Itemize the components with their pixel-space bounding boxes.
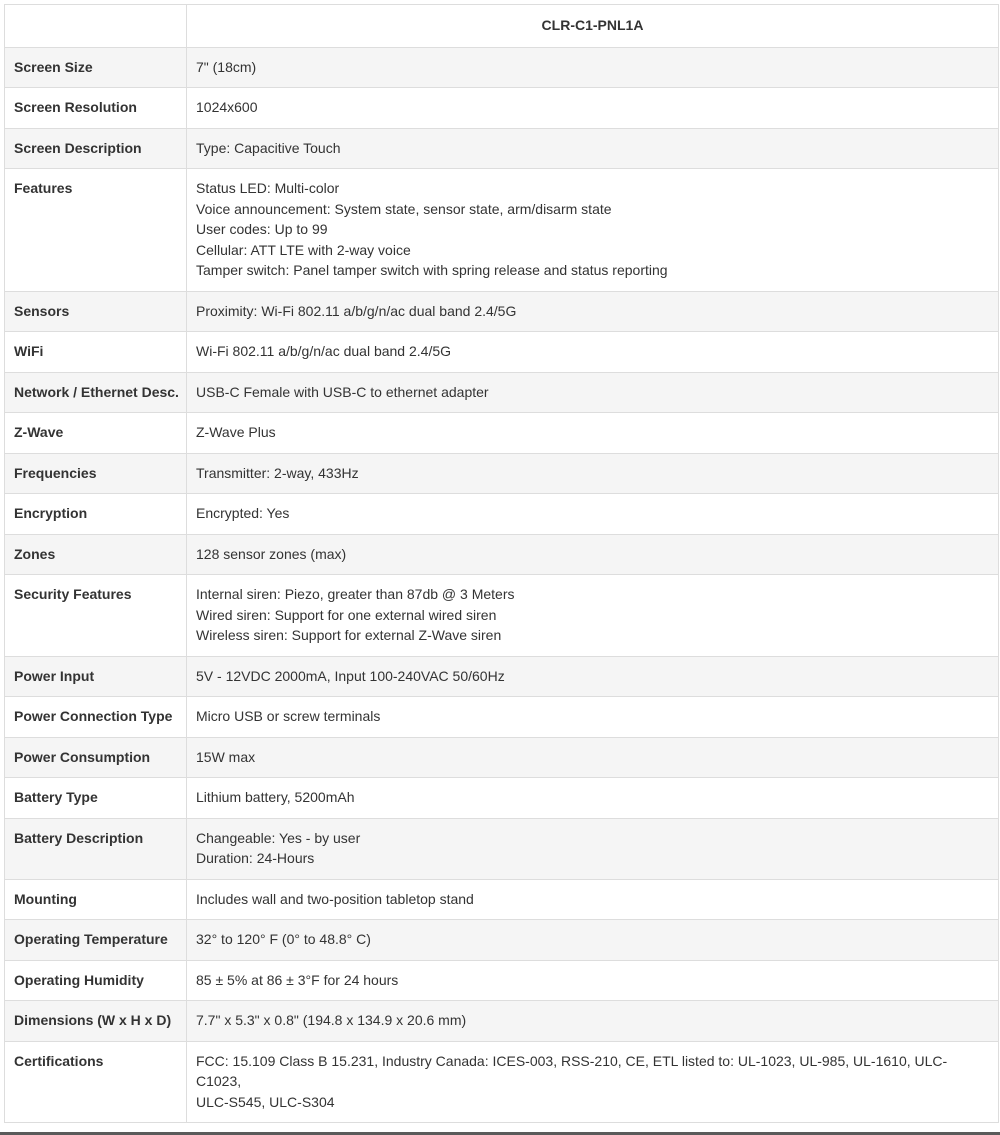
spec-table-body — [5, 47, 999, 1123]
spec-label: Operating Temperature — [5, 920, 187, 961]
spec-value-line: Encrypted: Yes — [196, 505, 290, 521]
table-row — [5, 291, 999, 332]
spec-value-line: Includes wall and two-position tabletop stand — [196, 890, 474, 907]
spec-label: Screen Resolution — [5, 88, 187, 129]
spec-value-line: Micro USB or screw terminals — [196, 708, 381, 724]
spec-label: Screen Description — [5, 128, 187, 169]
spec-label: Security Features — [5, 575, 187, 657]
spec-label: Frequencies — [5, 453, 187, 494]
spec-value-line: 1024x600 — [196, 99, 258, 115]
spec-value-line: Voice announcement: System state, sensor state, arm/disarm state — [196, 200, 612, 217]
spec-value-line: 15W max — [196, 748, 256, 765]
spec-value — [187, 697, 999, 738]
table-row — [5, 88, 999, 129]
spec-value — [187, 879, 999, 920]
table-row — [5, 1041, 999, 1123]
table-row — [5, 960, 999, 1001]
table-row — [5, 534, 999, 575]
spec-label: Battery Description — [5, 818, 187, 879]
spec-value-line: Type: Capacitive Touch — [196, 139, 341, 156]
spec-value — [187, 291, 999, 332]
spec-label: Power Input — [5, 656, 187, 697]
spec-value — [187, 656, 999, 697]
spec-value — [187, 88, 999, 129]
table-row — [5, 737, 999, 778]
header-corner-cell — [5, 5, 187, 48]
spec-value-line: 7.7" x 5.3" x 0.8" (194.8 x 134.9 x 20.6 mm) — [196, 1012, 467, 1028]
spec-value — [187, 169, 999, 292]
spec-value-line: Changeable: Yes - by user — [196, 829, 361, 846]
spec-label: Features — [5, 169, 187, 292]
spec-value-line: Tamper switch: Panel tamper switch with spring release and status reporting — [196, 262, 668, 278]
spec-value — [187, 818, 999, 879]
spec-value — [187, 778, 999, 819]
spec-label: Power Connection Type — [5, 697, 187, 738]
spec-label: Power Consumption — [5, 737, 187, 778]
spec-value — [187, 920, 999, 961]
spec-value — [187, 737, 999, 778]
spec-value — [187, 372, 999, 413]
spec-value-line: Status LED: Multi-color — [196, 180, 340, 196]
table-row — [5, 169, 999, 292]
spec-value-line: Cellular: ATT LTE with 2-way voice — [196, 241, 411, 258]
spec-value-line: 5V - 12VDC 2000mA, Input 100-240VAC 50/60Hz — [196, 667, 505, 684]
spec-value-line: Proximity: Wi-Fi 802.11 a/b/g/n/ac dual band 2.4/5G — [196, 302, 517, 319]
spec-value-line: ULC-S545, ULC-S304 — [196, 1093, 335, 1110]
table-row — [5, 332, 999, 373]
spec-value — [187, 128, 999, 169]
model-header: CLR-C1-PNL1A — [187, 5, 999, 48]
spec-value-line: 128 sensor zones (max) — [196, 545, 347, 562]
table-row — [5, 920, 999, 961]
spec-label: Zones — [5, 534, 187, 575]
spec-value-line: Z-Wave Plus — [196, 424, 276, 440]
spec-label: Screen Size — [5, 47, 187, 88]
spec-label: Mounting — [5, 879, 187, 920]
spec-label: Certifications — [5, 1041, 187, 1123]
table-row — [5, 1001, 999, 1042]
spec-value-line: 85 ± 5% at 86 ± 3°F for 24 hours — [196, 971, 399, 988]
spec-value — [187, 575, 999, 657]
table-row — [5, 372, 999, 413]
spec-table — [4, 4, 999, 1123]
spec-value — [187, 413, 999, 454]
spec-value-line: Lithium battery, 5200mAh — [196, 789, 355, 805]
spec-value-line: Wireless siren: Support for external Z-Wave siren — [196, 627, 502, 643]
table-row — [5, 413, 999, 454]
spec-label: Dimensions (W x H x D) — [5, 1001, 187, 1042]
spec-label: Operating Humidity — [5, 960, 187, 1001]
spec-value-line: Wired siren: Support for one external wired siren — [196, 606, 497, 623]
spec-value-line: USB-C Female with USB-C to ethernet adapter — [196, 383, 489, 400]
spec-value-line: Wi-Fi 802.11 a/b/g/n/ac dual band 2.4/5G — [196, 343, 452, 359]
spec-value — [187, 453, 999, 494]
spec-value — [187, 332, 999, 373]
table-row — [5, 879, 999, 920]
spec-label: Z-Wave — [5, 413, 187, 454]
spec-value-line: Internal siren: Piezo, greater than 87db @ 3 Meters — [196, 586, 515, 602]
table-row — [5, 818, 999, 879]
spec-value-line: Transmitter: 2-way, 433Hz — [196, 464, 359, 481]
spec-value — [187, 494, 999, 535]
spec-value-line: 32° to 120° F (0° to 48.8° C) — [196, 931, 371, 947]
spec-label: Encryption — [5, 494, 187, 535]
spec-value — [187, 1041, 999, 1123]
table-row — [5, 778, 999, 819]
table-row — [5, 656, 999, 697]
table-row — [5, 453, 999, 494]
spec-label: Battery Type — [5, 778, 187, 819]
spec-value-line: Duration: 24-Hours — [196, 850, 315, 866]
spec-value-line: User codes: Up to 99 — [196, 221, 328, 237]
spec-label: Sensors — [5, 291, 187, 332]
spec-label: Network / Ethernet Desc. — [5, 372, 187, 413]
spec-value — [187, 1001, 999, 1042]
spec-value-line: 7" (18cm) — [196, 58, 257, 75]
spec-value — [187, 534, 999, 575]
table-header-row — [5, 5, 999, 48]
spec-value — [187, 960, 999, 1001]
spec-value — [187, 47, 999, 88]
spec-value-line: FCC: 15.109 Class B 15.231, Industry Canada: ICES-003, RSS-210, CE, ETL listed to: UL-1023, UL-985, UL-1610, ULC-C1023, — [196, 1052, 948, 1089]
table-row — [5, 494, 999, 535]
table-row — [5, 575, 999, 657]
spec-label: WiFi — [5, 332, 187, 373]
table-row — [5, 47, 999, 88]
table-row — [5, 697, 999, 738]
table-row — [5, 128, 999, 169]
